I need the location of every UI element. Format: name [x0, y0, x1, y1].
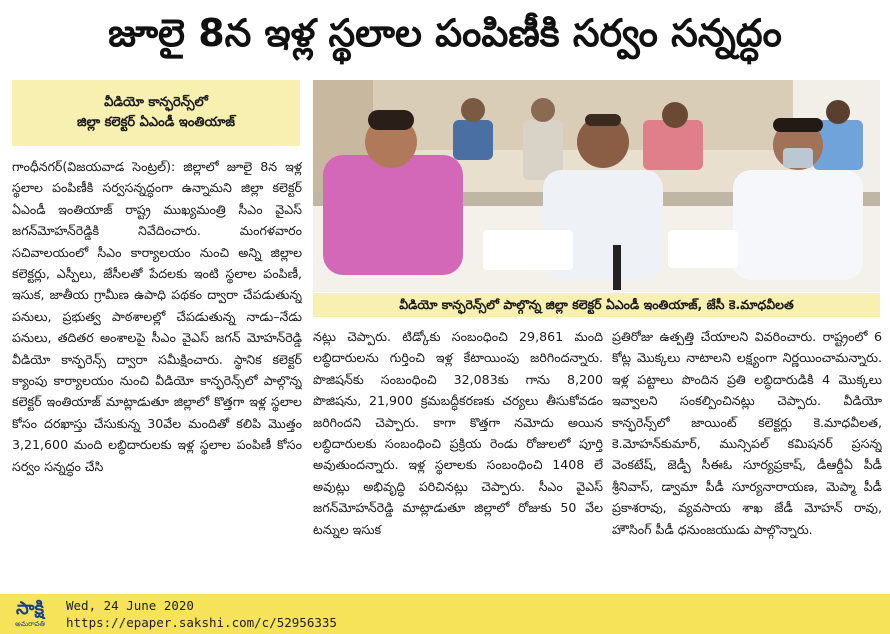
- news-photo: [313, 80, 880, 292]
- logo-text: సాక్షి: [16, 598, 44, 619]
- subheadline-box: [12, 80, 300, 146]
- headline: జూలై 8న ఇళ్ల స్థలాల పంపిణీకి సర్వం సన్నద్ధం: [108, 11, 782, 55]
- article-text-3: ప్రతిరోజు ఉత్పత్తి చేయాలని వివరించారు. రాష్ట్రంలో 6 కోట్ల మొక్కలు నాటాలని లక్ష్యంగా నిర్ణయించామన్నారు. ఇళ్ల పట్టాలు పొందిన ప్రతి లబ్ధిదారుడికి 4 మొక్కలు ఇవ్వాలని సంకల్పించినట్లు చెప్పారు. వీడియో కాన్ఫరెన్స్‌లో జాయింట్ కలెక్టర్లు కె.మాధవీలత, కె.మోహన్‌కుమార్, మున్సిపల్ కమిషనర్ ప్రసన్న వెంకటేష్, జెడ్పీ సీఈఓ సూర్యప్రకాష్, డీఆర్డీఏ పీడీ శ్రీనివాస్, డ్వామా పీడీ సూర్యనారాయణ, మెప్మా పీడీ ప్రకాశరావు, వ్యవసాయ శాఖ జేడీ మోహన్ రావు, హౌసింగ్ పీడీ ధనుంజయుడు పాల్గొన్నారు.: [612, 329, 882, 537]
- news-photo-illustration: [313, 80, 880, 292]
- epaper-link[interactable]: https://epaper.sakshi.com/c/52956335: [66, 615, 337, 630]
- article-text-2: నట్లు చెప్పారు. టిడ్కోకు సంబంధించి 29,861 మంది లబ్ధిదారులను గుర్తించి ఇళ్ల కేటాయింపు జరిగిందన్నారు. పొజిషన్‌కు సంబంధించి 32,083కు గాను 8,200 పొజిషను, 21,900 క్రమబద్ధీకరణకు చర్యలు తీసుకోవడం జరిగిందని చెప్పారు. కాగా కొత్తగా నమోదు అయిన లబ్ధిదారులకు సంబంధించి ప్రక్రియ రెండు రోజులలో పూర్తి అవుతుందన్నారు. ఇళ్ల స్థలాలకు సంబంధించి 1408 లే అవుట్లు అభివృద్ధి పరిచినట్లు చెప్పారు. సీఎం వైఎస్ జగన్‌మోహన్‌రెడ్డి మాట్లాడుతూ జిల్లాలో రోజుకు 50 వేల టన్నుల ఇసుక: [313, 329, 603, 537]
- footer-bar: [0, 594, 890, 634]
- article-column-2: [313, 326, 603, 588]
- edition-date: Wed, 24 June 2020: [66, 598, 194, 613]
- article-column-1: [12, 156, 302, 586]
- photo-caption: వీడియో కాన్ఫరెన్స్‌లో పాల్గొన్న జిల్లా కలెక్టర్ ఏఎండీ ఇంతియాజ్, జేసీ కె.మాధవీలత: [313, 293, 880, 317]
- subheadline-line-1: వీడియో కాన్ఫరెన్స్‌లో: [104, 95, 208, 110]
- article-column-3: [612, 326, 882, 588]
- article-text-1: గాంధీనగర్(విజయవాడ సెంట్రల్): జిల్లాలో జూలై 8న ఇళ్ల స్థలాల పంపిణీకి సర్వసన్నద్ధంగా ఉన్నామని జిల్లా కలెక్టర్ ఏఎండీ ఇంతియాజ్ రాష్ట్ర ముఖ్యమంత్రి సీఎం వైఎస్ జగన్‌మోహన్‌రెడ్డికి నివేదించారు. మంగళవారం సచివాలయంలో సీఎం కార్యాలయం నుంచి అన్ని జిల్లాల కలెక్టర్లు, ఎస్పీలు, జేసీలతో పేదలకు ఇంటి స్థలాల పంపిణీ, ఇసుక, జాతీయ గ్రామీణ ఉపాధి పథకం ద్వారా చేపడుతున్న పనులు, ప్రభుత్వ పాఠశాలల్లో చేపడుతున్న నాడు–నేడు పనులు, తదితర అంశాలపై సీఎం వైఎస్ జగన్ మోహన్‌రెడ్డి వీడియో కాన్ఫరెన్స్ ద్వారా సమీక్షించారు. స్థానిక కలెక్టర్ క్యాంపు కార్యాలయం నుంచి వీడియో కాన్ఫరెన్స్‌లో పాల్గొన్న కలెక్టర్ ఇంతియాజ్ మాట్లాడుతూ జిల్లాలో కొత్తగా ఇళ్ల స్థలాల కోసం దరఖాస్తు చేసుకున్న 30వేల మందితో కలిపి మొత్తం 3,21,600 మంది లబ్ధిదారులకు ఇళ్ల స్థలాల పంపిణీ కోసం సర్వం సన్నద్ధం చేసి: [12, 159, 302, 474]
- subheadline-line-2: జిల్లా కలెక్టర్ ఏఎండీ ఇంతియాజ్: [77, 115, 235, 130]
- sakshi-logo: [8, 598, 52, 630]
- logo-edition: అమరావతి: [15, 620, 45, 628]
- footer-info: [66, 597, 337, 631]
